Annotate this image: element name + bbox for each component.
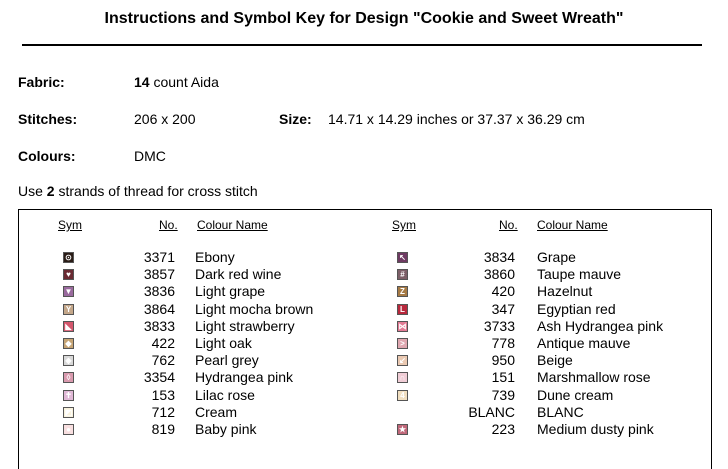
stitches-value: 206 x 200 <box>134 111 196 127</box>
header-no-left: No. <box>159 218 178 232</box>
dmc-number: 819 <box>151 421 175 437</box>
colour-name: Dune cream <box>537 386 614 403</box>
symbol-swatch-icon: ♥ <box>63 269 74 280</box>
colour-name: Light mocha brown <box>195 300 314 317</box>
dmc-number: BLANC <box>468 403 515 420</box>
dmc-number: 3860 <box>483 266 515 283</box>
dmc-number: 739 <box>491 386 515 403</box>
symbol-swatch-icon: ◆ <box>63 338 74 349</box>
colour-name: Medium dusty pink <box>537 421 654 437</box>
dmc-number: 3836 <box>143 283 175 300</box>
colour-name: Hydrangea pink <box>195 369 294 386</box>
colour-name: Dark red wine <box>195 266 282 283</box>
dmc-number: 3354 <box>143 369 175 386</box>
header-name-right: Colour Name <box>537 218 608 232</box>
symbol-key-table <box>18 209 712 469</box>
header-sym-left: Sym <box>58 218 82 232</box>
dmc-number: 422 <box>151 335 175 351</box>
dmc-number: 153 <box>151 386 175 403</box>
colour-name: Light oak <box>195 335 252 351</box>
symbol-swatch-icon: ✝ <box>63 390 74 401</box>
dmc-number: 778 <box>491 335 515 351</box>
symbol-swatch-icon: ◣ <box>63 321 74 332</box>
dmc-number: 151 <box>491 369 515 386</box>
symbol-swatch-icon: ★ <box>398 425 407 434</box>
symbol-swatch-icon: ◩ <box>64 407 73 417</box>
symbol-swatch-icon: ⋈ <box>398 321 407 331</box>
colour-name: BLANC <box>537 403 584 420</box>
fabric-value <box>134 74 219 90</box>
symbol-swatch-icon: Y <box>63 304 74 315</box>
instruction-text <box>18 183 258 199</box>
symbol-swatch-icon: > <box>397 338 408 349</box>
dmc-number: 3857 <box>143 266 175 283</box>
symbol-swatch-icon: L <box>397 304 408 315</box>
header-no-right: No. <box>499 218 518 232</box>
symbol-swatch-icon: ∩ <box>397 372 408 383</box>
colour-name: Light strawberry <box>195 317 295 334</box>
symbol-swatch-icon: 4 <box>397 390 408 401</box>
instruction-post: strands of thread for cross stitch <box>58 183 258 199</box>
title-divider <box>22 44 702 46</box>
colour-name: Egyptian red <box>537 300 616 317</box>
dmc-number: 712 <box>151 403 175 420</box>
symbol-swatch-icon: Z <box>397 286 408 297</box>
dmc-number: 3371 <box>143 249 175 265</box>
symbol-swatch-icon: ◊ <box>63 372 74 383</box>
dmc-number: 3834 <box>483 249 515 265</box>
colours-value: DMC <box>134 148 166 164</box>
fabric-label: Fabric: <box>18 74 65 90</box>
colour-name: Beige <box>537 352 573 369</box>
colour-name: Marshmallow rose <box>537 369 651 386</box>
colour-name: Pearl grey <box>195 352 259 369</box>
colour-name: Light grape <box>195 283 266 300</box>
dmc-number: 223 <box>491 421 515 437</box>
colour-name: Ash Hydrangea pink <box>537 317 664 334</box>
symbol-swatch-icon: ↖ <box>397 252 408 263</box>
colour-name: Grape <box>537 249 576 265</box>
symbol-swatch-icon: # <box>397 269 408 280</box>
fabric-count: 14 <box>134 74 150 90</box>
colour-name: Ebony <box>195 249 235 265</box>
page-title: Instructions and Symbol Key for Design "Cookie and Sweet Wreath" <box>104 10 624 27</box>
symbol-swatch-icon: ⊙ <box>63 252 74 263</box>
size-label: Size: <box>279 111 312 127</box>
dmc-number: 762 <box>151 352 175 369</box>
symbol-swatch-icon: ◈ <box>63 355 74 366</box>
dmc-number: 347 <box>491 300 515 317</box>
header-name-left: Colour Name <box>197 218 268 232</box>
dmc-number: 3733 <box>483 317 515 334</box>
symbol-swatch-icon: ↙ <box>397 355 408 366</box>
dmc-number: 3833 <box>143 317 175 334</box>
instruction-strands: 2 <box>46 183 55 199</box>
colour-name: Taupe mauve <box>537 266 622 283</box>
fabric-type: count Aida <box>153 74 219 90</box>
colour-name: Cream <box>195 403 238 420</box>
colour-name: Hazelnut <box>537 283 593 300</box>
dmc-number: 950 <box>491 352 515 369</box>
header-sym-right: Sym <box>392 218 416 232</box>
colour-name: Baby pink <box>195 421 257 437</box>
colour-name: Lilac rose <box>195 386 255 403</box>
dmc-number: 420 <box>491 283 515 300</box>
dmc-number: 3864 <box>143 300 175 317</box>
symbol-swatch-icon: ▼ <box>64 287 73 297</box>
symbol-swatch-icon: ● <box>63 424 74 435</box>
instruction-pre: Use <box>18 183 43 199</box>
stitches-label: Stitches: <box>18 111 78 127</box>
colours-label: Colours: <box>18 148 76 164</box>
colour-name: Antique mauve <box>537 335 631 351</box>
size-value: 14.71 x 14.29 inches or 37.37 x 36.29 cm <box>328 111 585 127</box>
